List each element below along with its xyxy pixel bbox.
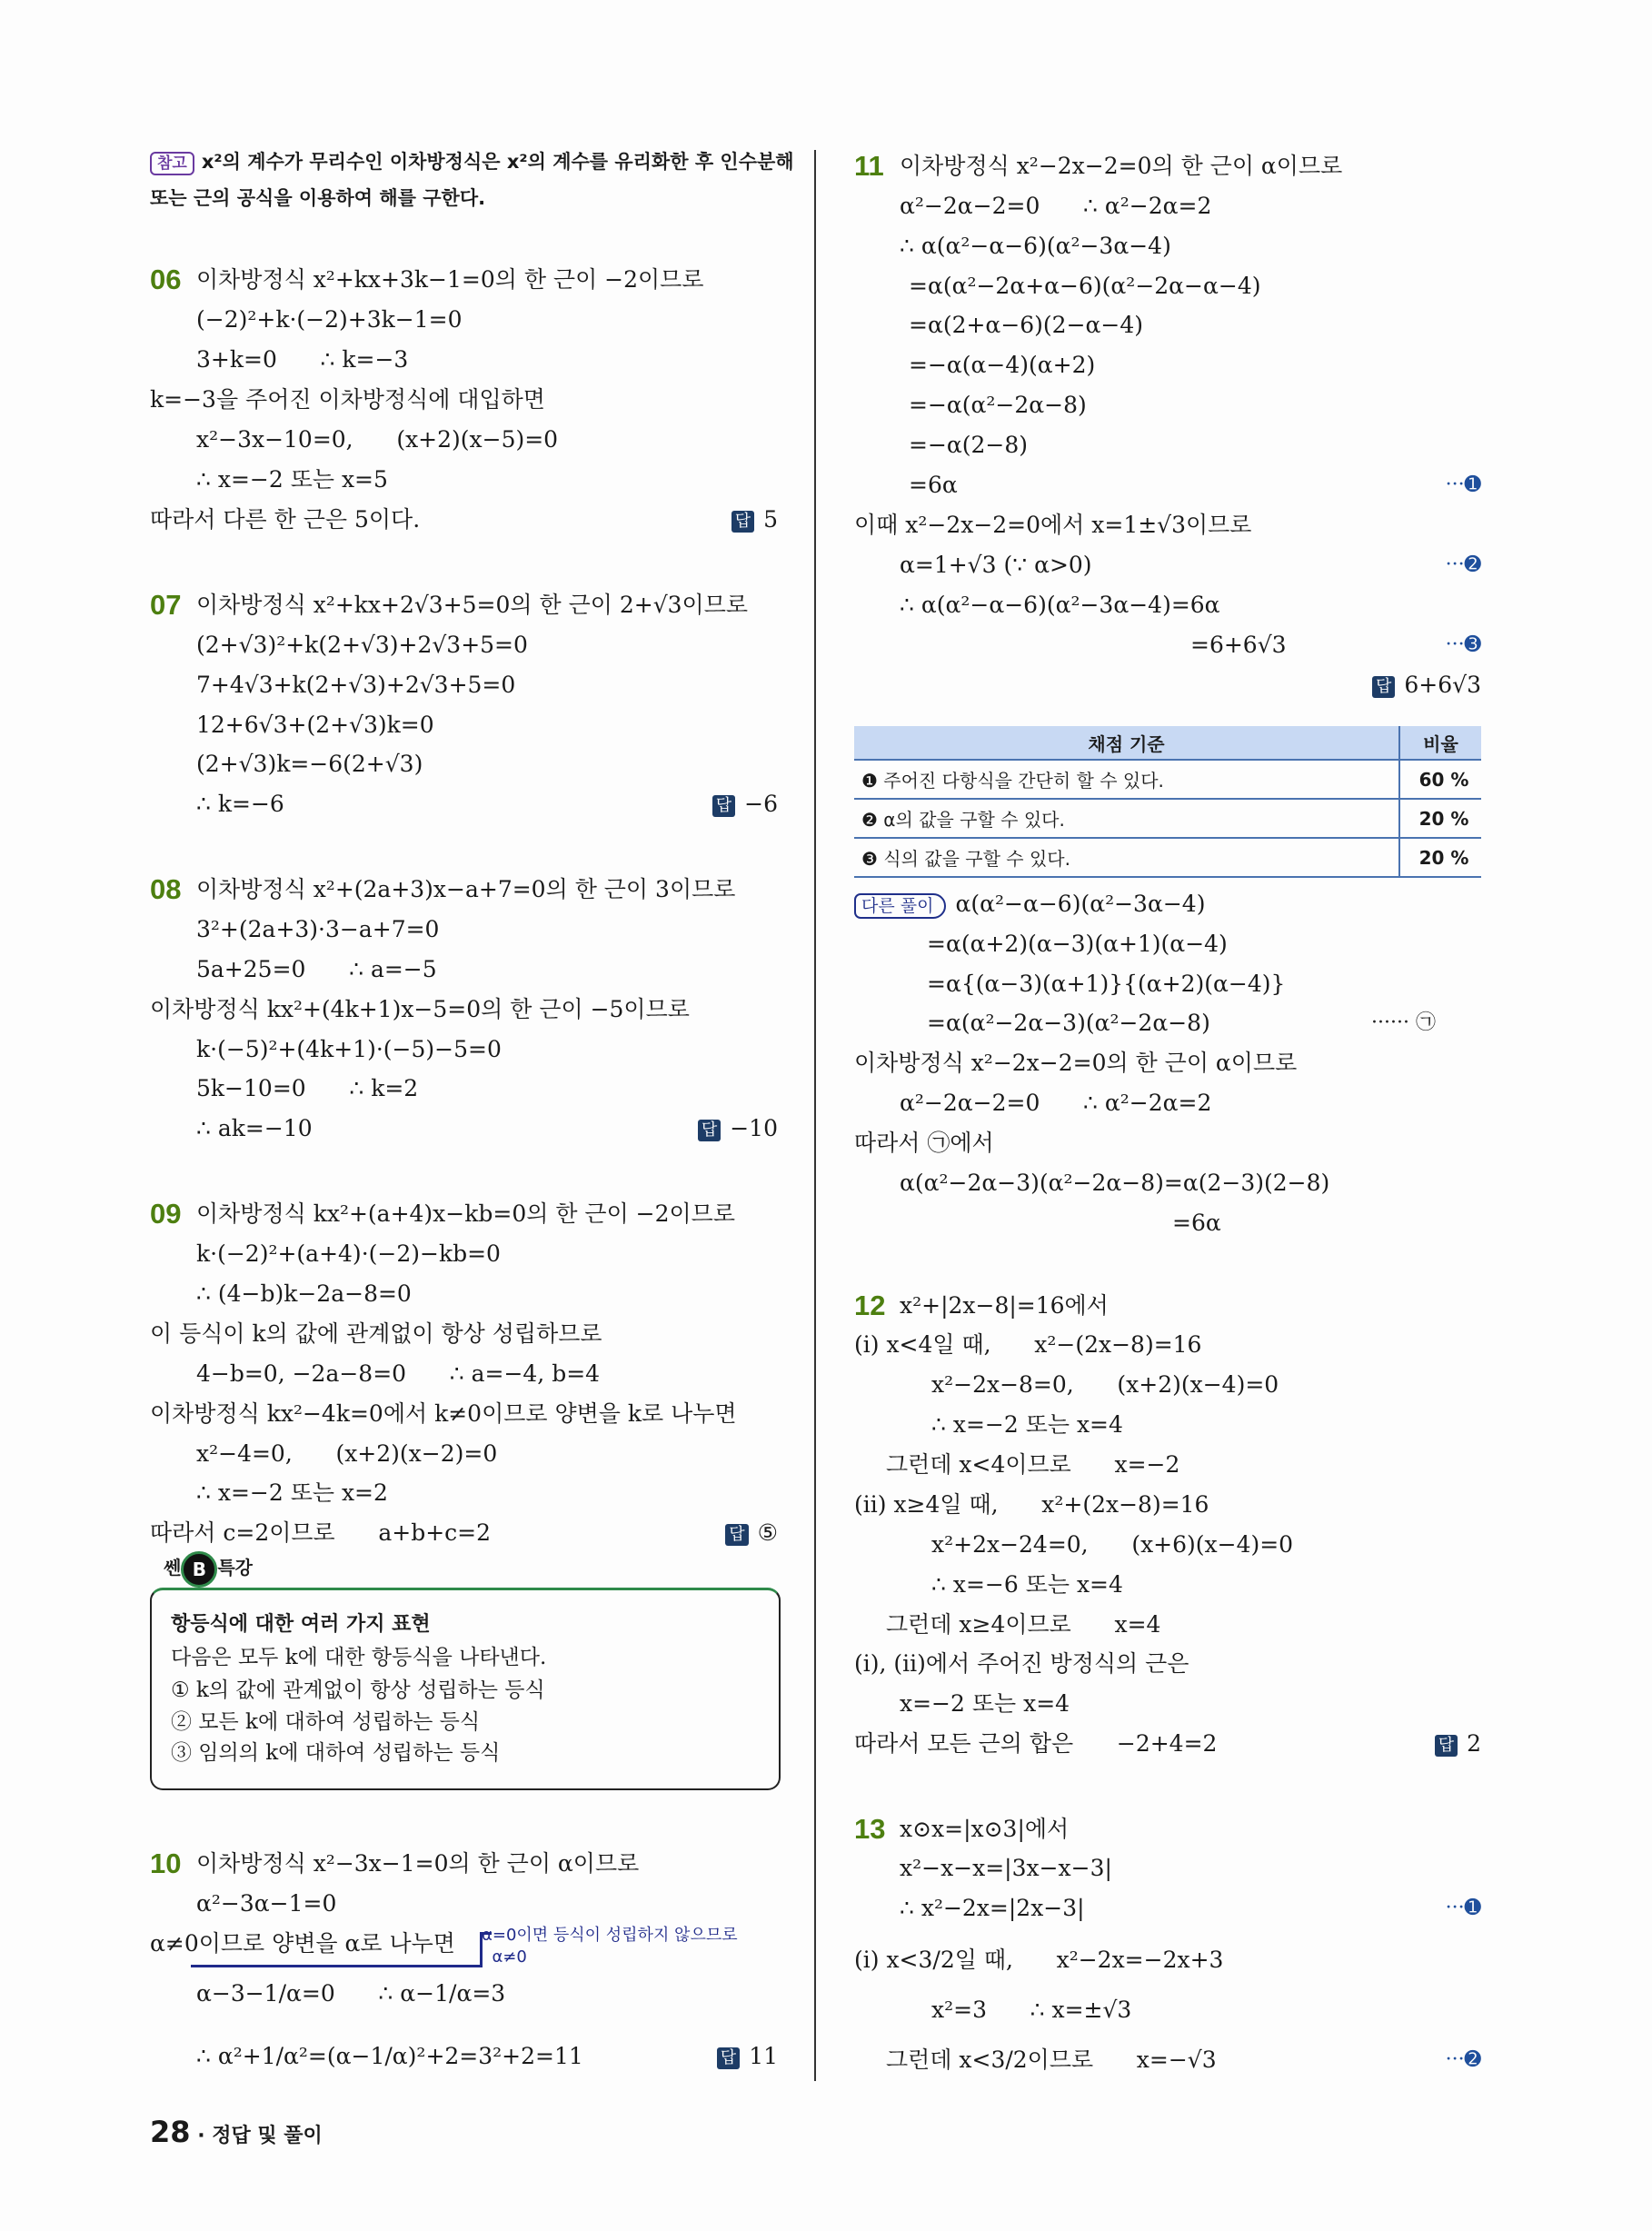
table-row (854, 760, 1481, 799)
p08-answer (698, 1111, 778, 1147)
p11-line: α=1+√3 (∵ α>0) (900, 552, 1092, 578)
problem-number-10: 10 (150, 1848, 182, 1879)
p13-line: ∴ x²−2x=|2x−3| (900, 1895, 1085, 1921)
step-marker-3: ···➌ (1445, 633, 1481, 656)
problem-number-09: 09 (150, 1198, 182, 1230)
problem-number-13: 13 (854, 1813, 886, 1845)
p11-answer (1372, 667, 1481, 703)
p10-line: 이차방정식 x²−3x−1=0의 한 근이 α이므로 (196, 1850, 640, 1877)
p06-line: 이차방정식 x²+kx+3k−1=0의 한 근이 −2이므로 (196, 266, 704, 293)
p09-answer (725, 1515, 778, 1551)
p10-line: ∴ α²+1/α²=(α−1/α)²+2=3²+2=11 (196, 2043, 583, 2069)
p06-line: 3+k=0 ∴ k=−3 (196, 346, 409, 373)
p11-line: ∴ α(α²−α−6)(α²−3α−4) (900, 233, 1171, 259)
criteria-header: 채점 기준 (854, 726, 1399, 760)
answer-value: 6+6√3 (1404, 672, 1481, 698)
p10-line: α²−3α−1=0 (196, 1890, 337, 1917)
p13-line: (i) x<3/2일 때, x²−2x=−2x+3 (854, 1947, 1224, 1973)
alt-line: =α{(α−3)(α+1)}{(α+2)(α−4)} (927, 971, 1286, 997)
p07-line: 12+6√3+(2+√3)k=0 (196, 712, 434, 738)
answer-badge-icon: 답 (731, 511, 754, 533)
p07-answer (712, 786, 778, 822)
p12-line: 그런데 x<4이므로 x=−2 (886, 1451, 1180, 1478)
problem-number-06: 06 (150, 264, 182, 295)
criteria-ratio: 20 % (1399, 838, 1481, 877)
alt-line: =α(α²−2α−3)(α²−2α−8) (927, 1010, 1210, 1036)
tip-line: ② 모든 k에 대하여 성립하는 등식 (171, 1710, 481, 1734)
table-row (854, 838, 1481, 877)
b-logo-icon: B (181, 1551, 217, 1588)
criteria-ratio: 20 % (1399, 799, 1481, 838)
answer-value: −6 (744, 791, 778, 817)
p12-line: x²+2x−24=0, (x+6)(x−4)=0 (931, 1531, 1294, 1558)
alt-text: α(α²−α−6)(α²−3α−4) (955, 891, 1206, 917)
tip-title: 항등식에 대한 여러 가지 표현 (171, 1613, 431, 1636)
p11-line: =−α(α²−2α−8) (909, 392, 1087, 418)
p08-line: 3²+(2a+3)·3−a+7=0 (196, 916, 440, 942)
p11-line: =α(α²−2α+α−6)(α²−2α−α−4) (909, 273, 1261, 299)
table-row (854, 799, 1481, 838)
p12-line: ∴ x=−2 또는 x=4 (931, 1411, 1123, 1438)
p11-line: 이때 x²−2x−2=0에서 x=1±√3이므로 (854, 512, 1252, 538)
page-footer (150, 2114, 323, 2155)
p13-line: x⊙x=|x⊙3|에서 (900, 1816, 1070, 1842)
step-marker-1: ···➊ (1445, 473, 1481, 496)
p09-line: k·(−2)²+(a+4)·(−2)−kb=0 (196, 1240, 501, 1267)
p09-line: ∴ (4−b)k−2a−8=0 (196, 1280, 412, 1307)
tip-header-right: 특강 (217, 1557, 253, 1579)
criteria-text: ❷ α의 값을 구할 수 있다. (854, 799, 1399, 838)
answer-value: ⑤ (757, 1519, 778, 1546)
p11-line: α²−2α−2=0 ∴ α²−2α=2 (900, 193, 1212, 219)
tip-line: 다음은 모두 k에 대한 항등식을 나타낸다. (171, 1646, 547, 1669)
p06-line: (−2)²+k·(−2)+3k−1=0 (196, 306, 463, 333)
p08-line: 5k−10=0 ∴ k=2 (196, 1075, 419, 1101)
grading-criteria-table (854, 726, 1481, 878)
p11-line: =α(2+α−6)(2−α−4) (909, 312, 1144, 338)
p10-line: α−3−1/α=0 ∴ α−1/α=3 (196, 1980, 506, 2007)
p12-line: 따라서 모든 근의 합은 −2+4=2 (854, 1730, 1218, 1757)
p12-line: x²−2x−8=0, (x+2)(x−4)=0 (931, 1371, 1279, 1398)
p09-line: x²−4=0, (x+2)(x−2)=0 (196, 1440, 498, 1467)
p07-line: ∴ k=−6 (196, 791, 284, 817)
tip-header-left: 쎈 (164, 1557, 182, 1579)
p07-line: 이차방정식 x²+kx+2√3+5=0의 한 근이 2+√3이므로 (196, 592, 748, 618)
criteria-ratio: 60 % (1399, 760, 1481, 799)
problem-number-07: 07 (150, 589, 182, 621)
p12-line: ∴ x=−6 또는 x=4 (931, 1571, 1123, 1598)
alt-line: α²−2α−2=0 ∴ α²−2α=2 (900, 1090, 1212, 1116)
answer-value: 5 (763, 506, 778, 533)
p12-line: (ii) x≥4일 때, x²+(2x−8)=16 (854, 1491, 1209, 1518)
note-line-2: 또는 근의 공식을 이용하여 해를 구한다. (150, 187, 486, 209)
p07-line: 7+4√3+k(2+√3)+2√3+5=0 (196, 672, 516, 698)
note-line-1 (150, 144, 794, 180)
alt-line: =6α (1172, 1210, 1221, 1236)
p11-line: ∴ α(α²−α−6)(α²−3α−4)=6α (900, 592, 1220, 618)
step-marker-1: ···➊ (1445, 1897, 1481, 1919)
p13-line: 그런데 x<3/2이므로 x=−√3 (886, 2047, 1217, 2073)
criteria-text: ❸ 식의 값을 구할 수 있다. (854, 838, 1399, 877)
tip-line: ③ 임의의 k에 대하여 성립하는 등식 (171, 1741, 501, 1765)
step-marker-2: ···➋ (1445, 553, 1481, 576)
note-badge: 참고 (150, 152, 194, 175)
answer-badge-icon: 답 (712, 795, 735, 817)
p07-line: (2+√3)k=−6(2+√3) (196, 751, 423, 777)
alt-line: α(α²−2α−3)(α²−2α−8)=α(2−3)(2−8) (900, 1170, 1330, 1196)
problem-number-11: 11 (854, 150, 884, 182)
answer-badge-icon: 답 (698, 1120, 721, 1141)
page-number: 28 (150, 2115, 191, 2149)
answer-value: 2 (1467, 1730, 1481, 1757)
p11-line: 이차방정식 x²−2x−2=0의 한 근이 α이므로 (900, 153, 1343, 179)
problem-number-08: 08 (150, 873, 182, 905)
alt-solution-badge: 다른 풀이 (854, 893, 946, 919)
p06-line: k=−3을 주어진 이차방정식에 대입하면 (150, 386, 545, 413)
p09-line: 이 등식이 k의 값에 관계없이 항상 성립하므로 (150, 1320, 602, 1347)
alt-line: =α(α+2)(α−3)(α+1)(α−4) (927, 931, 1228, 957)
p08-line: k·(−5)²+(4k+1)·(−5)−5=0 (196, 1036, 502, 1062)
p08-line: ∴ ak=−10 (196, 1115, 313, 1141)
p09-line: 이차방정식 kx²−4k=0에서 k≠0이므로 양변을 k로 나누면 (150, 1400, 737, 1427)
p12-line: x²+|2x−8|=16에서 (900, 1292, 1109, 1319)
note-text-1: x²의 계수가 무리수인 이차방정식은 x²의 계수를 유리화한 후 인수분해 (201, 151, 794, 173)
equation-marker: ······ ㉠ (1371, 1011, 1436, 1034)
answer-badge-icon: 답 (1372, 676, 1395, 698)
answer-value: 11 (749, 2043, 778, 2069)
p08-line: 이차방정식 kx²+(4k+1)x−5=0의 한 근이 −5이므로 (150, 996, 690, 1022)
p08-line: 5a+25=0 ∴ a=−5 (196, 956, 437, 982)
answer-value: −10 (730, 1115, 778, 1141)
p12-line: x=−2 또는 x=4 (900, 1690, 1070, 1717)
answer-badge-icon: 답 (717, 2047, 740, 2069)
p06-line: ∴ x=−2 또는 x=5 (196, 466, 388, 493)
answer-badge-icon: 답 (1435, 1735, 1458, 1757)
alt-line (854, 886, 1205, 922)
p13-line: x²−x−x=|3x−x−3| (900, 1855, 1112, 1881)
p06-line: 따라서 다른 한 근은 5이다. (150, 506, 421, 533)
footer-label: · 정답 및 풀이 (197, 2125, 323, 2147)
p09-line: ∴ x=−2 또는 x=2 (196, 1479, 388, 1506)
p11-line: =−α(2−8) (909, 432, 1029, 458)
p12-answer (1435, 1726, 1481, 1762)
alt-line: 이차방정식 x²−2x−2=0의 한 근이 α이므로 (854, 1050, 1298, 1076)
p11-line: =6+6√3 (1190, 632, 1287, 658)
p12-line: (i), (ii)에서 주어진 방정식의 근은 (854, 1650, 1189, 1677)
callout-connector (191, 1954, 483, 1967)
alt-line: 따라서 ㉠에서 (854, 1130, 994, 1156)
p10-line: α≠0이므로 양변을 α로 나누면 (150, 1930, 455, 1957)
p07-line: (2+√3)²+k(2+√3)+2√3+5=0 (196, 632, 528, 658)
p11-line: =−α(α−4)(α+2) (909, 352, 1096, 378)
p09-line: 따라서 c=2이므로 a+b+c=2 (150, 1519, 492, 1546)
p13-line: x²=3 ∴ x=±√3 (931, 1997, 1132, 2023)
column-divider (814, 150, 816, 2081)
p06-answer (731, 502, 778, 538)
answer-badge-icon: 답 (725, 1524, 748, 1546)
p10-callout: α=0이면 등식이 성립하지 않으므로 α≠0 (482, 1926, 738, 1967)
p09-line: 4−b=0, −2a−8=0 ∴ a=−4, b=4 (196, 1360, 601, 1387)
criteria-text: ❶ 주어진 다항식을 간단히 할 수 있다. (854, 760, 1399, 799)
p11-line: =6α (909, 472, 958, 498)
tip-line: ① k의 값에 관계없이 항상 성립하는 등식 (171, 1678, 545, 1702)
step-marker-2: ···➋ (1445, 2048, 1481, 2071)
p12-line: (i) x<4일 때, x²−(2x−8)=16 (854, 1331, 1202, 1358)
tip-header (164, 1549, 253, 1588)
problem-number-12: 12 (854, 1290, 886, 1321)
p10-answer (717, 2038, 778, 2075)
p08-line: 이차방정식 x²+(2a+3)x−a+7=0의 한 근이 3이므로 (196, 876, 736, 902)
ratio-header: 비율 (1399, 726, 1481, 760)
p06-line: x²−3x−10=0, (x+2)(x−5)=0 (196, 426, 559, 453)
p09-line: 이차방정식 kx²+(a+4)x−kb=0의 한 근이 −2이므로 (196, 1200, 735, 1227)
p12-line: 그런데 x≥4이므로 x=4 (886, 1611, 1161, 1638)
